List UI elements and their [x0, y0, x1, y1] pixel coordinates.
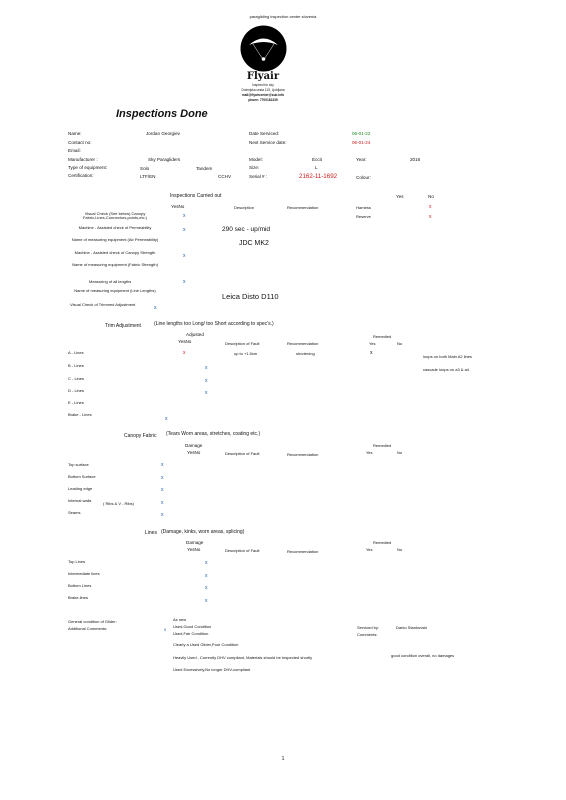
manufacturer-label: Manufacturer : [68, 157, 98, 162]
address: Dolenjska cesta 115, Ljubljana [241, 88, 285, 92]
lines-remedied-yes: Yes [366, 547, 373, 552]
manufacturer-value: Sky Paragliders [148, 157, 181, 162]
brand-name: Flyair [246, 71, 280, 82]
trim-a-remedied-mark: x [370, 350, 373, 356]
trim-b-no-mark: x [205, 365, 208, 371]
inspections-title: Inspections Carried out [170, 193, 222, 199]
lines-row-intermediate: Intermediate lines [68, 571, 100, 576]
inspections-desc-header: Description [234, 205, 255, 210]
date-serviced-value: 06-01-22 [352, 131, 371, 136]
size-value: L [315, 165, 318, 170]
lines-row-bottom: Bottom Lines [68, 583, 92, 588]
lines-brake-mark: x [205, 598, 208, 604]
trim-d-no-mark: x [205, 390, 208, 396]
serial-value: 2162-11-1692 [299, 173, 338, 180]
trim-note-2: cascade loops on a3 & a4 [423, 367, 470, 372]
condition-as-new: As new [173, 617, 187, 622]
page-number: 1 [281, 756, 285, 762]
lines-remedied-header: Remedied [373, 540, 392, 545]
lines-row-top: Top Lines [68, 559, 86, 564]
year-label: Year: [356, 157, 367, 162]
model-value: Eccit [312, 157, 322, 162]
permeability-desc: 290 sec - up/mid [222, 226, 271, 233]
cert-value-cchv: CCHV [218, 174, 232, 179]
canopy-seams-mark: x [161, 512, 164, 518]
inspection-item-line-equipment: Name of measuring equipment (Line Lengths) [74, 288, 156, 293]
inspection-item-permeability: Machine - Assisted check of Permeability [78, 225, 152, 230]
contact-label: Contact no: [68, 140, 92, 145]
comments-value: good condition overall, no damages [391, 653, 455, 658]
trim-row-brake: Brake - Lines [68, 412, 92, 417]
trim-c-no-mark: x [205, 378, 208, 384]
name-label: Name: [68, 131, 82, 136]
serial-label: Serial # : [249, 174, 268, 179]
inspection-lengths-mark: x [183, 279, 186, 285]
harness-label: Harness [356, 205, 371, 210]
canopy-damage-header: Damage [185, 443, 203, 448]
reserve-label: Reserve [356, 214, 371, 219]
inspection-permeability-yes-mark: x [183, 227, 186, 233]
line-equipment-desc: Leica Disto D110 [222, 292, 279, 301]
lines-rec-header: Recommendation [287, 549, 319, 554]
inspection-item-fabric-equipment: Name of measuring equipment (Fabric Strength) [72, 262, 158, 267]
trim-brake-mark: x [165, 416, 168, 422]
canopy-row-top: Top surface [68, 462, 89, 467]
canopy-remedied-yes: Yes [366, 450, 373, 455]
lines-yesno: YesNo [187, 547, 201, 552]
cert-label: Certification: [68, 173, 94, 178]
trim-adjusted-header: Adjusted [186, 332, 204, 337]
canopy-bottom-mark: x [161, 475, 164, 481]
inspections-yesno: YesNo [171, 204, 185, 209]
serviced-by-label: Serviced by: [357, 625, 380, 630]
canopy-row-internal: Internal walls [68, 498, 92, 503]
trim-subtitle: (Line lengths too Long/ too Short according to spec's.) [154, 321, 274, 327]
harness-no-mark: x [429, 204, 432, 210]
trim-a-desc: up to +1.5cm [234, 351, 258, 356]
inspection-trim-mark: x [154, 305, 157, 311]
canopy-ribs-note: ( Ribs & V - Ribs) [103, 501, 134, 506]
cert-value-ltf: LTF/EN [140, 174, 156, 179]
canopy-internal-mark: x [161, 500, 164, 506]
lines-damage-header: Damage [186, 540, 204, 545]
inspection-item-trim: Visual Check of Trimmed Adjustment [70, 302, 136, 307]
inspection-item-air-equipment: Name of measuring equipment (Air Permeability) [71, 237, 159, 242]
logo [240, 25, 287, 72]
additional-comments-label: Additional Comments: [68, 626, 108, 631]
trim-row-d: D - Lines [68, 388, 85, 393]
inspection-item-lengths: Measuring of all lengths [89, 279, 132, 284]
canopy-subtitle: (Tears Worn areas, stretches, coating etc.) [166, 431, 261, 437]
next-service-label: Next Service date: [249, 140, 287, 145]
canopy-title: Canopy Fabric [124, 433, 157, 439]
canopy-yesno: YesNo [187, 450, 201, 455]
trim-row-c: C - Lines [68, 376, 85, 381]
size-label: Size: [249, 165, 260, 170]
condition-excess: Used Excessively,No longer DHV-compliant [173, 667, 251, 672]
reserve-no-mark: x [429, 214, 432, 220]
date-serviced-label: Date Serviced: [249, 131, 280, 136]
lines-intermediate-mark: x [205, 573, 208, 579]
trim-desc-header: Description of Fault [225, 341, 260, 346]
next-service-value: 06-01-24 [352, 140, 371, 145]
canopy-remedied-header: Remedied [373, 443, 392, 448]
type-value-tandem: Tandem [196, 166, 213, 171]
canopy-row-bottom: Bottom Surface [68, 474, 96, 479]
inspection-item-visual: Visual Check (See below) Canopy Fabric,Lines,Connectors,points,etc.) [82, 211, 148, 220]
colour-label: Colour: [356, 175, 371, 180]
type-value-solo: Solo [140, 166, 150, 171]
email-label: Email: [68, 148, 81, 153]
model-label: Model: [249, 157, 263, 162]
inspection-visual-yes-mark: x [183, 213, 186, 219]
condition-fair: Used,Fair Condition [173, 631, 209, 636]
lines-row-brake: Brake-lines [68, 595, 89, 600]
canopy-leading-mark: x [161, 487, 164, 493]
trim-yesno: YesNo [178, 339, 192, 344]
trim-remedied-yes: Yes [369, 341, 376, 346]
canopy-desc-header: Description of Fault [225, 451, 260, 456]
harness-no-header: No [428, 194, 434, 199]
trim-a-yes-mark: x [183, 350, 186, 356]
inspection-strength-mark: x [183, 253, 186, 259]
canopy-row-seams: Seams [68, 510, 81, 515]
org-line: paragliding inspection center slovenia [249, 14, 317, 19]
canopy-top-mark: x [161, 462, 164, 468]
harness-yes-header: Yes [396, 194, 404, 199]
trim-note-1: loops on both Main A2 lines [423, 354, 472, 359]
air-equipment-desc: JDC MK2 [239, 240, 269, 247]
trim-a-rec: shortening [296, 351, 315, 356]
lines-bottom-mark: x [205, 585, 208, 591]
page-title: Inspections Done [116, 108, 208, 120]
condition-poor: Clearly a Used Glider,Poor Condition [173, 642, 239, 647]
name-value: Jordan Georgiev [146, 131, 180, 136]
trim-row-a: A - Lines [68, 350, 84, 355]
type-label: Type of equipment: [68, 165, 108, 170]
condition-mark: x [164, 627, 167, 632]
lines-remedied-no: No [397, 547, 403, 552]
email: mail@flyaircenter@sub.info [241, 93, 285, 97]
trim-remedied-no: No [397, 341, 403, 346]
trim-row-e: E - Lines [68, 400, 84, 405]
canopy-remedied-no: No [397, 450, 403, 455]
serviced-by-value: Darko Stankovski [396, 625, 428, 630]
tagline: Inspired for sky [252, 83, 274, 87]
inspection-item-canopy-strength: Machine - Assisted check of Canopy Strength [74, 250, 156, 255]
lines-subtitle: (Damage, kinks, worn areas, splicing) [161, 529, 245, 535]
lines-top-mark: x [205, 560, 208, 566]
comments-label: Comments: [357, 632, 378, 637]
trim-rec-header: Recommendation [287, 341, 319, 346]
canopy-row-leading: Leading edge [68, 486, 93, 491]
canopy-rec-header: Recommendation [287, 452, 319, 457]
year-value: 2016 [410, 157, 421, 162]
inspections-rec-header: Recommendation [287, 205, 319, 210]
condition-heavy: Heavily Used , Currently DHV compliant, Materials should be Inspected shortly [173, 655, 313, 660]
trim-remedied-header: Remedied [373, 334, 392, 339]
condition-good: Used,Good Condition [173, 624, 212, 629]
lines-title: Lines [145, 530, 157, 536]
trim-row-b: B - Lines [68, 363, 84, 368]
general-condition-label: General condition of Glider: [68, 619, 117, 624]
phone: phone: 7700181339 [248, 98, 278, 102]
trim-title: Trim Adjustment [105, 323, 141, 329]
lines-desc-header: Description of Fault [225, 548, 260, 553]
